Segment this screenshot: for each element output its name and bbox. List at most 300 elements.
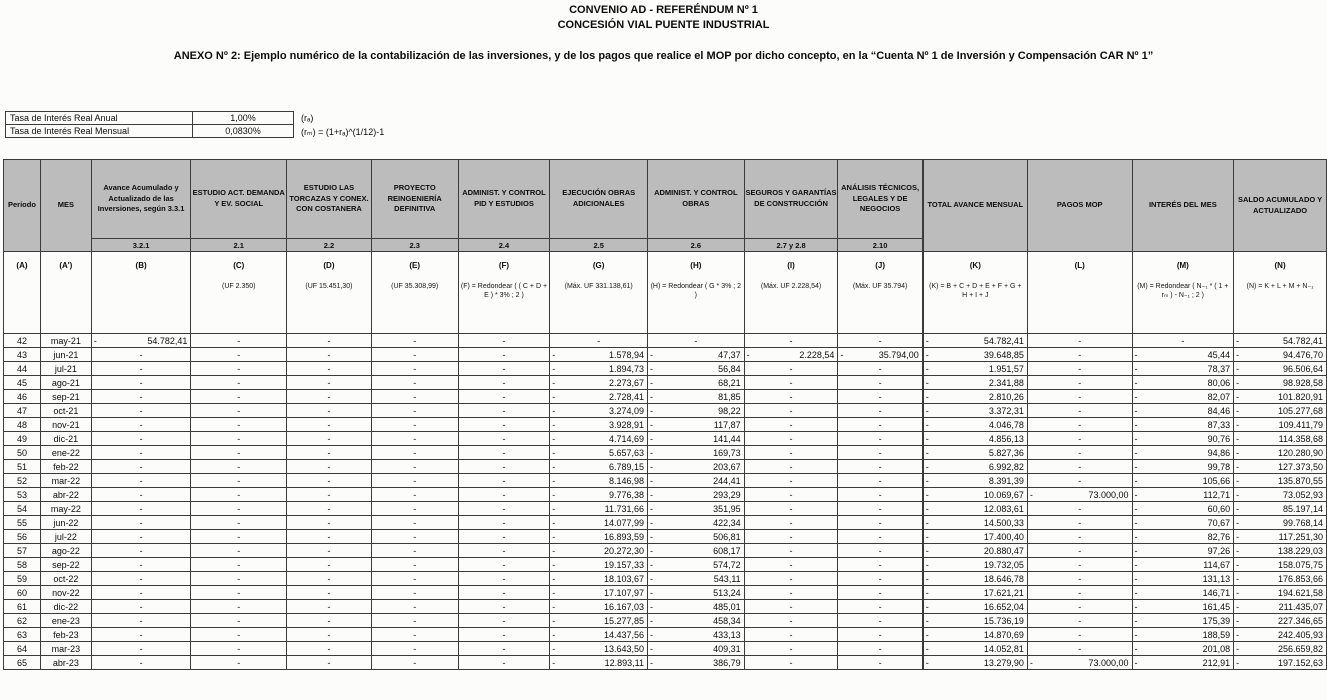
- cell-value-g: [550, 518, 647, 528]
- cell-j: -: [838, 460, 923, 474]
- cell-j: -: [838, 572, 923, 586]
- table-row: [4, 586, 1327, 600]
- accounting-dash: -: [925, 363, 929, 374]
- cell-number: 96.506,64: [1282, 363, 1323, 374]
- cell-l: -: [1027, 474, 1132, 488]
- cell-number: 68,21: [718, 377, 741, 388]
- cell-e: -: [371, 516, 458, 530]
- cell-number: 175,39: [1202, 615, 1231, 626]
- cell-n: [1234, 488, 1327, 502]
- cell-n: [1234, 558, 1327, 572]
- table-row: [4, 432, 1327, 446]
- accounting-dash: -: [650, 573, 654, 584]
- cell-i: -: [744, 460, 838, 474]
- cell-i: -: [744, 432, 838, 446]
- cell-mes: ene-23: [40, 614, 91, 628]
- cell-value-h: [648, 574, 744, 584]
- cell-j: -: [838, 446, 923, 460]
- investment-table-wrap: [3, 159, 1327, 670]
- clause-number-b: 3.2.1: [91, 239, 191, 252]
- accounting-dash: -: [1236, 503, 1240, 514]
- cell-value-h: [648, 532, 744, 542]
- accounting-dash: -: [1236, 391, 1240, 402]
- cell-number: 70,67: [1207, 517, 1231, 528]
- column-letter-h: (H): [690, 261, 702, 270]
- cell-value-m: [1133, 644, 1234, 654]
- table-row: [4, 404, 1327, 418]
- cell-value-g: [550, 434, 647, 444]
- cell-j: -: [838, 488, 923, 502]
- accounting-dash: -: [925, 573, 929, 584]
- cell-number: 2.810,26: [988, 391, 1024, 402]
- cell-d: -: [287, 404, 372, 418]
- column-letter-j: (J): [875, 261, 885, 270]
- cell-period: 56: [4, 530, 41, 544]
- cell-number: 94.476,70: [1282, 349, 1323, 360]
- cell-value-k: [924, 434, 1027, 444]
- clause-number-c: 2.1: [191, 239, 287, 252]
- accounting-dash: -: [1134, 489, 1138, 500]
- cell-value-n: [1234, 350, 1326, 360]
- cell-h: [648, 362, 745, 376]
- cell-e: -: [371, 418, 458, 432]
- accounting-dash: -: [1134, 601, 1138, 612]
- cell-e: -: [371, 404, 458, 418]
- cell-value-h: [648, 630, 744, 640]
- cell-f: -: [458, 530, 550, 544]
- cell-c: -: [191, 376, 287, 390]
- accounting-dash: -: [840, 349, 844, 360]
- column-header-n: SALDO ACUMULADO Y ACTUALIZADO: [1234, 160, 1327, 252]
- column-letter-cell-d: [287, 252, 372, 334]
- cell-k: [923, 502, 1028, 516]
- cell-l: -: [1027, 446, 1132, 460]
- cell-g: [550, 418, 648, 432]
- table-row: [4, 642, 1327, 656]
- cell-g: [550, 614, 648, 628]
- accounting-dash: -: [650, 503, 654, 514]
- cell-l: -: [1027, 334, 1132, 348]
- cell-d: -: [287, 656, 372, 670]
- cell-g: -: [550, 334, 648, 348]
- cell-n: [1234, 572, 1327, 586]
- cell-h: [648, 614, 745, 628]
- cell-mes: oct-21: [40, 404, 91, 418]
- accounting-dash: -: [1236, 559, 1240, 570]
- cell-number: 99.768,14: [1282, 517, 1323, 528]
- cell-number: 16.893,59: [603, 531, 645, 542]
- cell-i: -: [744, 530, 838, 544]
- cell-number: 197.152,63: [1277, 657, 1323, 668]
- cell-h: [648, 460, 745, 474]
- cell-k: [923, 516, 1028, 530]
- accounting-dash: -: [1134, 643, 1138, 654]
- cell-g: [550, 656, 648, 670]
- cell-h: [648, 376, 745, 390]
- cell-n: [1234, 376, 1327, 390]
- cell-k: [923, 432, 1028, 446]
- table-row: [4, 474, 1327, 488]
- table-row: [4, 348, 1327, 362]
- cell-f: -: [458, 390, 550, 404]
- cell-c: -: [191, 502, 287, 516]
- cell-value-k: [924, 462, 1027, 472]
- cell-c: -: [191, 614, 287, 628]
- cell-number: 138.229,03: [1277, 545, 1323, 556]
- cell-c: -: [191, 432, 287, 446]
- cell-l: -: [1027, 530, 1132, 544]
- accounting-dash: -: [650, 643, 654, 654]
- cell-value-n: [1234, 434, 1326, 444]
- cell-e: -: [371, 362, 458, 376]
- cell-value-n: [1234, 630, 1326, 640]
- column-letter-cell-e: [371, 252, 458, 334]
- cell-i: -: [744, 656, 838, 670]
- cell-l: -: [1027, 418, 1132, 432]
- accounting-dash: -: [552, 349, 556, 360]
- accounting-dash: -: [1134, 363, 1138, 374]
- cell-number: 422,34: [713, 517, 741, 528]
- table-row: [4, 446, 1327, 460]
- cell-value-g: [550, 588, 647, 598]
- column-letter-cell-b: [91, 252, 191, 334]
- cell-value-g: [550, 616, 647, 626]
- clause-number-g: 2.5: [550, 239, 648, 252]
- accounting-dash: -: [552, 517, 556, 528]
- cell-i: -: [744, 600, 838, 614]
- cell-k: [923, 586, 1028, 600]
- cell-value-g: [550, 546, 647, 556]
- column-formula-j: (Máx. UF 35.794): [852, 283, 908, 290]
- cell-value-k: [924, 588, 1027, 598]
- cell-j: -: [838, 362, 923, 376]
- column-letter-cell-h: [648, 252, 745, 334]
- rate-monthly-value: 0,0830%: [193, 125, 294, 138]
- cell-g: [550, 628, 648, 642]
- accounting-dash: -: [1236, 405, 1240, 416]
- cell-value-n: [1234, 504, 1326, 514]
- column-header-mes: MES: [40, 160, 91, 252]
- cell-j: -: [838, 432, 923, 446]
- cell-e: -: [371, 558, 458, 572]
- accounting-dash: -: [925, 405, 929, 416]
- cell-f: -: [458, 362, 550, 376]
- cell-n: [1234, 432, 1327, 446]
- cell-number: 242.405,93: [1277, 629, 1323, 640]
- cell-number: 14.500,33: [983, 517, 1024, 528]
- accounting-dash: -: [925, 447, 929, 458]
- cell-m: [1132, 488, 1234, 502]
- cell-period: 54: [4, 502, 41, 516]
- accounting-dash: -: [1236, 433, 1240, 444]
- accounting-dash: -: [1134, 559, 1138, 570]
- table-row: [4, 530, 1327, 544]
- cell-number: 15.736,19: [983, 615, 1024, 626]
- cell-value-l: [1028, 490, 1132, 500]
- cell-d: -: [287, 642, 372, 656]
- cell-value-m: [1133, 546, 1234, 556]
- cell-m: [1132, 586, 1234, 600]
- cell-g: [550, 348, 648, 362]
- cell-c: -: [191, 348, 287, 362]
- accounting-dash: -: [552, 573, 556, 584]
- cell-g: [550, 586, 648, 600]
- cell-l: -: [1027, 362, 1132, 376]
- cell-mes: nov-22: [40, 586, 91, 600]
- rate-row-monthly: [6, 125, 294, 138]
- cell-d: -: [287, 488, 372, 502]
- cell-k: [923, 656, 1028, 670]
- table-row: [4, 488, 1327, 502]
- cell-value-h: [648, 378, 744, 388]
- cell-number: 82,76: [1207, 531, 1231, 542]
- rate-formulas: [301, 111, 384, 139]
- cell-number: 4.714,69: [608, 433, 645, 444]
- cell-number: 94,86: [1207, 447, 1231, 458]
- column-formula-e: (UF 35.308,99): [391, 283, 439, 290]
- cell-b: -: [91, 432, 191, 446]
- cell-l: -: [1027, 390, 1132, 404]
- cell-number: 39.648,85: [983, 349, 1024, 360]
- cell-f: -: [458, 558, 550, 572]
- cell-f: -: [458, 656, 550, 670]
- accounting-dash: -: [650, 377, 654, 388]
- cell-l: -: [1027, 586, 1132, 600]
- cell-g: [550, 516, 648, 530]
- cell-d: -: [287, 446, 372, 460]
- cell-j: -: [838, 474, 923, 488]
- table-row: [4, 362, 1327, 376]
- cell-f: -: [458, 348, 550, 362]
- cell-e: -: [371, 530, 458, 544]
- cell-l: -: [1027, 432, 1132, 446]
- cell-f: -: [458, 334, 550, 348]
- cell-j: -: [838, 586, 923, 600]
- cell-number: 19.732,05: [983, 559, 1024, 570]
- cell-e: -: [371, 376, 458, 390]
- cell-i: -: [744, 502, 838, 516]
- cell-mes: dic-22: [40, 600, 91, 614]
- cell-value-m: [1133, 602, 1234, 612]
- cell-value-h: [648, 490, 744, 500]
- cell-j: -: [838, 502, 923, 516]
- accounting-dash: -: [1236, 349, 1240, 360]
- cell-number: 19.157,33: [603, 559, 645, 570]
- cell-value-k: [924, 476, 1027, 486]
- column-letter-cell-j: [838, 252, 923, 334]
- accounting-dash: -: [925, 545, 929, 556]
- cell-number: 47,37: [718, 349, 741, 360]
- accounting-dash: -: [925, 587, 929, 598]
- cell-value-h: [648, 616, 744, 626]
- cell-f: -: [458, 488, 550, 502]
- cell-m: [1132, 390, 1234, 404]
- accounting-dash: -: [1236, 461, 1240, 472]
- cell-value-h: [648, 588, 744, 598]
- cell-e: -: [371, 432, 458, 446]
- cell-c: -: [191, 362, 287, 376]
- cell-number: 256.659,82: [1277, 643, 1323, 654]
- accounting-dash: -: [1134, 545, 1138, 556]
- cell-k: [923, 628, 1028, 642]
- cell-m: [1132, 572, 1234, 586]
- cell-d: -: [287, 348, 372, 362]
- cell-value-k: [924, 392, 1027, 402]
- cell-number: 13.279,90: [983, 657, 1024, 668]
- cell-number: 17.400,40: [983, 531, 1024, 542]
- cell-number: 293,29: [713, 489, 741, 500]
- cell-mes: ene-22: [40, 446, 91, 460]
- column-letter-cell-f: [458, 252, 550, 334]
- cell-number: 12.893,11: [604, 657, 645, 668]
- cell-j: -: [838, 642, 923, 656]
- cell-d: -: [287, 460, 372, 474]
- cell-number: 84,46: [1207, 405, 1231, 416]
- cell-value-k: [924, 630, 1027, 640]
- accounting-dash: -: [650, 531, 654, 542]
- column-letter-cell-l: [1027, 252, 1132, 334]
- cell-number: 17.621,21: [983, 587, 1024, 598]
- cell-mes: abr-22: [40, 488, 91, 502]
- accounting-dash: -: [1134, 377, 1138, 388]
- column-letter-period: (A): [16, 261, 28, 270]
- cell-j: -: [838, 418, 923, 432]
- cell-number: 458,34: [713, 615, 741, 626]
- cell-number: 6.992,82: [988, 461, 1024, 472]
- cell-number: 60,60: [1207, 503, 1231, 514]
- accounting-dash: -: [925, 629, 929, 640]
- cell-m: [1132, 642, 1234, 656]
- cell-c: -: [191, 460, 287, 474]
- cell-k: [923, 530, 1028, 544]
- column-formula-g: (Máx. UF 331.138,61): [564, 283, 633, 290]
- column-letter-cell-period: [4, 252, 41, 334]
- column-formula-d: (UF 15.451,30): [305, 283, 353, 290]
- cell-value-k: [924, 574, 1027, 584]
- cell-g: [550, 376, 648, 390]
- cell-value-h: [648, 392, 744, 402]
- cell-value-g: [550, 364, 647, 374]
- accounting-dash: -: [1236, 475, 1240, 486]
- cell-m: [1132, 600, 1234, 614]
- cell-d: -: [287, 600, 372, 614]
- cell-c: -: [191, 600, 287, 614]
- cell-b: -: [91, 446, 191, 460]
- table-row: [4, 502, 1327, 516]
- cell-e: -: [371, 572, 458, 586]
- cell-e: -: [371, 348, 458, 362]
- cell-mes: mar-23: [40, 642, 91, 656]
- interest-rate-box: [5, 111, 384, 139]
- cell-d: -: [287, 516, 372, 530]
- cell-f: -: [458, 544, 550, 558]
- cell-j: -: [838, 628, 923, 642]
- cell-number: 351,95: [713, 503, 741, 514]
- cell-b: -: [91, 488, 191, 502]
- cell-value-m: [1133, 378, 1234, 388]
- column-letter-i: (I): [787, 261, 795, 270]
- cell-period: 44: [4, 362, 41, 376]
- cell-number: 101.820,91: [1277, 391, 1323, 402]
- cell-number: 12.083,61: [983, 503, 1024, 514]
- table-row: [4, 390, 1327, 404]
- clause-number-h: 2.6: [648, 239, 745, 252]
- cell-m: -: [1132, 334, 1234, 348]
- cell-k: [923, 334, 1028, 348]
- cell-period: 46: [4, 390, 41, 404]
- column-header-c: ESTUDIO ACT. DEMANDA Y EV. SOCIAL: [191, 160, 287, 239]
- clause-number-d: 2.2: [287, 239, 372, 252]
- cell-b: -: [91, 376, 191, 390]
- cell-k: [923, 348, 1028, 362]
- accounting-dash: -: [925, 377, 929, 388]
- accounting-dash: -: [552, 545, 556, 556]
- cell-value-n: [1234, 420, 1326, 430]
- cell-m: [1132, 502, 1234, 516]
- cell-h: [648, 446, 745, 460]
- accounting-dash: -: [1236, 615, 1240, 626]
- cell-value-k: [924, 490, 1027, 500]
- column-letter-cell-i: [744, 252, 838, 334]
- cell-mes: dic-21: [40, 432, 91, 446]
- investment-table: [3, 159, 1327, 670]
- cell-value-g: [550, 532, 647, 542]
- accounting-dash: -: [650, 601, 654, 612]
- cell-g: [550, 404, 648, 418]
- table-row: [4, 376, 1327, 390]
- cell-number: 78,37: [1207, 363, 1231, 374]
- cell-number: 14.077,99: [603, 517, 645, 528]
- cell-c: -: [191, 586, 287, 600]
- column-letter-cell-m: [1132, 252, 1234, 334]
- cell-h: [648, 502, 745, 516]
- accounting-dash: -: [1236, 447, 1240, 458]
- accounting-dash: -: [552, 629, 556, 640]
- cell-period: 52: [4, 474, 41, 488]
- cell-number: 3.372,31: [988, 405, 1024, 416]
- accounting-dash: -: [650, 545, 654, 556]
- cell-value-k: [924, 336, 1027, 346]
- accounting-dash: -: [650, 475, 654, 486]
- accounting-dash: -: [552, 419, 556, 430]
- cell-e: -: [371, 390, 458, 404]
- cell-number: 16.652,04: [983, 601, 1024, 612]
- cell-value-k: [924, 616, 1027, 626]
- cell-number: 2.273,67: [608, 377, 645, 388]
- cell-mes: ago-22: [40, 544, 91, 558]
- accounting-dash: -: [552, 377, 556, 388]
- cell-e: -: [371, 460, 458, 474]
- cell-i: -: [744, 376, 838, 390]
- column-letter-f: (F): [498, 261, 510, 270]
- cell-g: [550, 558, 648, 572]
- column-letter-cell-g: [550, 252, 648, 334]
- cell-number: 80,06: [1207, 377, 1231, 388]
- accounting-dash: -: [552, 657, 556, 668]
- rate-row-annual: [6, 112, 294, 125]
- cell-number: 2.728,41: [608, 391, 645, 402]
- cell-period: 45: [4, 376, 41, 390]
- cell-value-h: [648, 364, 744, 374]
- cell-value-m: [1133, 490, 1234, 500]
- cell-period: 63: [4, 628, 41, 642]
- accounting-dash: -: [650, 629, 654, 640]
- accounting-dash: -: [1236, 601, 1240, 612]
- cell-g: [550, 572, 648, 586]
- cell-b: -: [91, 530, 191, 544]
- cell-j: -: [838, 544, 923, 558]
- cell-l: -: [1027, 572, 1132, 586]
